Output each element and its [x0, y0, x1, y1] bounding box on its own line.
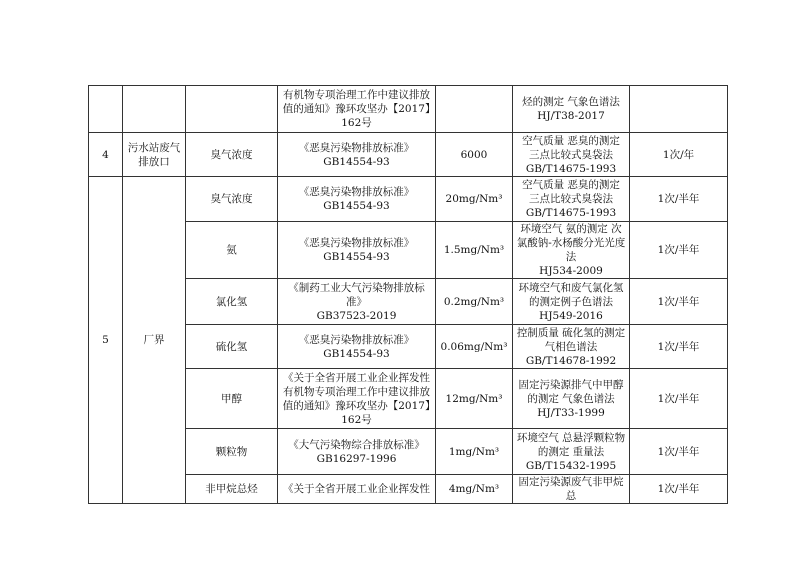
standard-cell: 《大气污染物综合排放标准》 GB16297-1996	[278, 429, 436, 475]
limit-cell: 1.5mg/Nm³	[436, 222, 513, 279]
standard-cell: 《关于全省开展工业企业挥发性有机物专项治理工作中建议排放值的通知》豫环攻坚办【2017】162号	[278, 369, 436, 429]
item-cell	[186, 86, 278, 133]
item-cell: 甲醇	[186, 369, 278, 429]
method-cell: 空气质量 恶臭的测定 三点比较式臭袋法 GB/T14675-1993	[513, 177, 630, 222]
method-cell: 环境空气和废气氯化氢的测定例子色谱法 HJ549-2016	[513, 279, 630, 325]
row-number-cell	[89, 86, 123, 133]
item-cell: 臭气浓度	[186, 133, 278, 177]
standard-cell: 《关于全省开展工业企业挥发性	[278, 475, 436, 504]
limit-cell: 6000	[436, 133, 513, 177]
standard-cell: 《恶臭污染物排放标准》 GB14554-93	[278, 177, 436, 222]
table-row	[89, 133, 728, 177]
limit-cell	[436, 86, 513, 133]
row-number-cell: 4	[89, 133, 123, 177]
item-cell: 硫化氢	[186, 325, 278, 369]
frequency-cell: 1次/半年	[630, 325, 728, 369]
row-number-cell: 5	[89, 177, 123, 504]
frequency-cell: 1次/半年	[630, 369, 728, 429]
standard-cell: 《制药工业大气污染物排放标准》 GB37523-2019	[278, 279, 436, 325]
standard-cell: 有机物专项治理工作中建议排放值的通知》豫环攻坚办【2017】162号	[278, 86, 436, 133]
location-cell: 厂界	[123, 177, 186, 504]
method-cell: 空气质量 恶臭的测定 三点比较式臭袋法 GB/T14675-1993	[513, 133, 630, 177]
method-cell: 固定污染源废气非甲烷总	[513, 475, 630, 504]
item-cell: 臭气浓度	[186, 177, 278, 222]
item-cell: 氨	[186, 222, 278, 279]
item-cell: 氯化氢	[186, 279, 278, 325]
table-row	[89, 86, 728, 133]
frequency-cell: 1次/半年	[630, 222, 728, 279]
frequency-cell: 1次/半年	[630, 429, 728, 475]
limit-cell: 0.2mg/Nm³	[436, 279, 513, 325]
frequency-cell: 1次/年	[630, 133, 728, 177]
frequency-cell: 1次/半年	[630, 475, 728, 504]
frequency-cell: 1次/半年	[630, 177, 728, 222]
limit-cell: 0.06mg/Nm³	[436, 325, 513, 369]
item-cell: 非甲烷总烃	[186, 475, 278, 504]
frequency-cell: 1次/半年	[630, 279, 728, 325]
limit-cell: 4mg/Nm³	[436, 475, 513, 504]
location-cell	[123, 86, 186, 133]
standard-cell: 《恶臭污染物排放标准》 GB14554-93	[278, 325, 436, 369]
location-cell: 污水站废气排放口	[123, 133, 186, 177]
item-cell: 颗粒物	[186, 429, 278, 475]
limit-cell: 12mg/Nm³	[436, 369, 513, 429]
method-cell: 控制质量 硫化氢的测定气相色谱法 GB/T14678-1992	[513, 325, 630, 369]
standard-cell: 《恶臭污染物排放标准》 GB14554-93	[278, 133, 436, 177]
method-cell: 烃的测定 气象色谱法 HJ/T38-2017	[513, 86, 630, 133]
method-cell: 环境空气 总悬浮颗粒物的测定 重量法 GB/T15432-1995	[513, 429, 630, 475]
frequency-cell	[630, 86, 728, 133]
limit-cell: 20mg/Nm³	[436, 177, 513, 222]
limit-cell: 1mg/Nm³	[436, 429, 513, 475]
method-cell: 固定污染源排气中甲醇的测定 气象色谱法 HJ/T33-1999	[513, 369, 630, 429]
standard-cell: 《恶臭污染物排放标准》 GB14554-93	[278, 222, 436, 279]
method-cell: 环境空气 氨的测定 次氯酸钠-水杨酸分光光度法 HJ534-2009	[513, 222, 630, 279]
table-row	[89, 177, 728, 222]
monitoring-table	[88, 85, 728, 504]
